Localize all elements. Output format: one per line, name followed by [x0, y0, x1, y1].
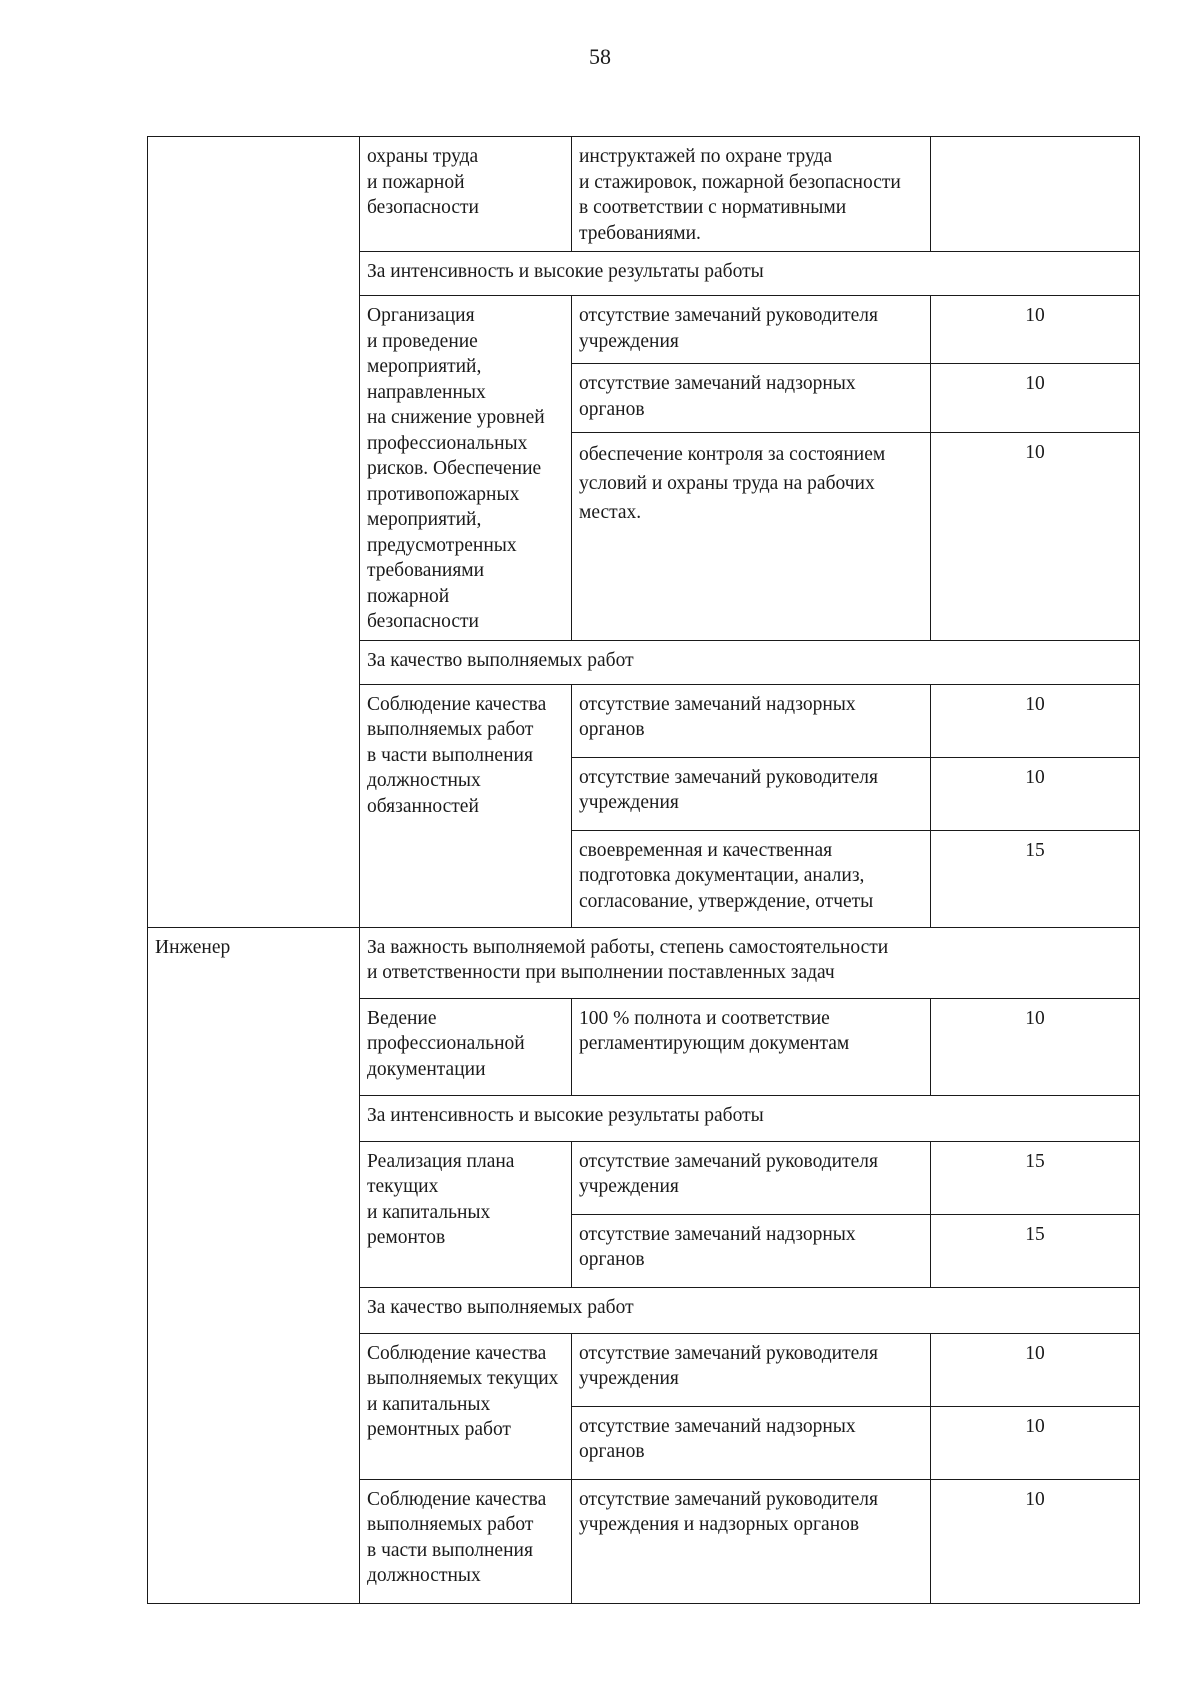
points-cell — [931, 137, 1140, 252]
points-cell: 15 — [931, 1214, 1140, 1287]
indicator-cell: отсутствие замечаний надзорных органов — [572, 1406, 931, 1479]
section-row — [148, 1287, 1140, 1333]
indicator-cell: отсутствие замечаний руководителя учреждения — [572, 1333, 931, 1406]
points-cell: 10 — [931, 1333, 1140, 1406]
criterion-cell: Ведение профессиональной документации — [360, 998, 572, 1095]
indicator-cell: своевременная и качественная подготовка документации, анализ, согласование, утверждение, отчеты — [572, 830, 931, 927]
page-number: 58 — [589, 44, 611, 69]
table-row — [148, 1333, 1140, 1406]
points-cell: 15 — [931, 1141, 1140, 1214]
indicator-cell: отсутствие замечаний надзорных органов — [572, 364, 931, 432]
criterion-cell: Организация и проведение мероприятий, направленных на снижение уровней профессиональных рисков. Обеспечение противопожарных мероприятий, предусмотренных требованиями пожарной безопасности — [360, 296, 572, 641]
section-heading: За важность выполняемой работы, степень самостоятельности и ответственности при выполнении поставленных задач — [360, 927, 1140, 998]
position-cell — [148, 684, 360, 757]
table-row — [148, 432, 1140, 640]
position-cell — [148, 252, 360, 296]
section-heading: За интенсивность и высокие результаты работы — [360, 1095, 1140, 1141]
section-heading: За интенсивность и высокие результаты работы — [360, 252, 1140, 296]
position-cell — [148, 1406, 360, 1479]
position-cell — [148, 830, 360, 927]
position-cell — [148, 137, 360, 252]
table-row — [148, 1479, 1140, 1603]
indicator-cell: отсутствие замечаний руководителя учреждения и надзорных органов — [572, 1479, 931, 1603]
table-row — [148, 1406, 1140, 1479]
indicator-cell: обеспечение контроля за состоянием условий и охраны труда на рабочих местах. — [572, 432, 931, 640]
table-row — [148, 830, 1140, 927]
position-cell — [148, 640, 360, 684]
indicator-cell: отсутствие замечаний надзорных органов — [572, 1214, 931, 1287]
position-cell — [148, 296, 360, 364]
points-cell: 10 — [931, 296, 1140, 364]
table-row — [148, 137, 1140, 252]
table-row — [148, 684, 1140, 757]
criterion-cell: Соблюдение качества выполняемых работ в части выполнения должностных — [360, 1479, 572, 1603]
indicator-cell: отсутствие замечаний руководителя учреждения — [572, 1141, 931, 1214]
points-cell: 10 — [931, 364, 1140, 432]
table-row — [148, 998, 1140, 1095]
position-cell — [148, 1479, 360, 1603]
position-cell — [148, 432, 360, 640]
section-row — [148, 927, 1140, 998]
criterion-cell: Соблюдение качества выполняемых текущих и капитальных ремонтных работ — [360, 1333, 572, 1479]
section-heading: За качество выполняемых работ — [360, 640, 1140, 684]
section-row — [148, 1095, 1140, 1141]
position-cell — [148, 364, 360, 432]
payment-criteria-table — [147, 136, 1140, 1604]
indicator-cell: отсутствие замечаний руководителя учреждения — [572, 296, 931, 364]
indicator-cell: отсутствие замечаний руководителя учреждения — [572, 757, 931, 830]
section-row — [148, 252, 1140, 296]
position-cell — [148, 1141, 360, 1214]
criterion-cell: охраны труда и пожарной безопасности — [360, 137, 572, 252]
position-cell — [148, 1095, 360, 1141]
position-cell — [148, 1287, 360, 1333]
position-cell — [148, 998, 360, 1095]
table-row — [148, 757, 1140, 830]
criterion-cell: Реализация плана текущих и капитальных ремонтов — [360, 1141, 572, 1287]
criterion-cell: Соблюдение качества выполняемых работ в части выполнения должностных обязанностей — [360, 684, 572, 927]
table-row — [148, 296, 1140, 364]
indicator-cell: инструктажей по охране труда и стажировок, пожарной безопасности в соответствии с нормативными требованиями. — [572, 137, 931, 252]
section-heading: За качество выполняемых работ — [360, 1287, 1140, 1333]
position-cell — [148, 1214, 360, 1287]
points-cell: 10 — [931, 998, 1140, 1095]
table-row — [148, 1141, 1140, 1214]
points-cell: 10 — [931, 684, 1140, 757]
table-row — [148, 364, 1140, 432]
table-row — [148, 1214, 1140, 1287]
points-cell: 10 — [931, 1406, 1140, 1479]
position-cell: Инженер — [148, 927, 360, 998]
points-cell: 10 — [931, 432, 1140, 640]
points-cell: 10 — [931, 757, 1140, 830]
position-cell — [148, 1333, 360, 1406]
position-cell — [148, 757, 360, 830]
indicator-cell: отсутствие замечаний надзорных органов — [572, 684, 931, 757]
section-row — [148, 640, 1140, 684]
points-cell: 10 — [931, 1479, 1140, 1603]
points-cell: 15 — [931, 830, 1140, 927]
indicator-cell: 100 % полнота и соответствие регламентирующим документам — [572, 998, 931, 1095]
